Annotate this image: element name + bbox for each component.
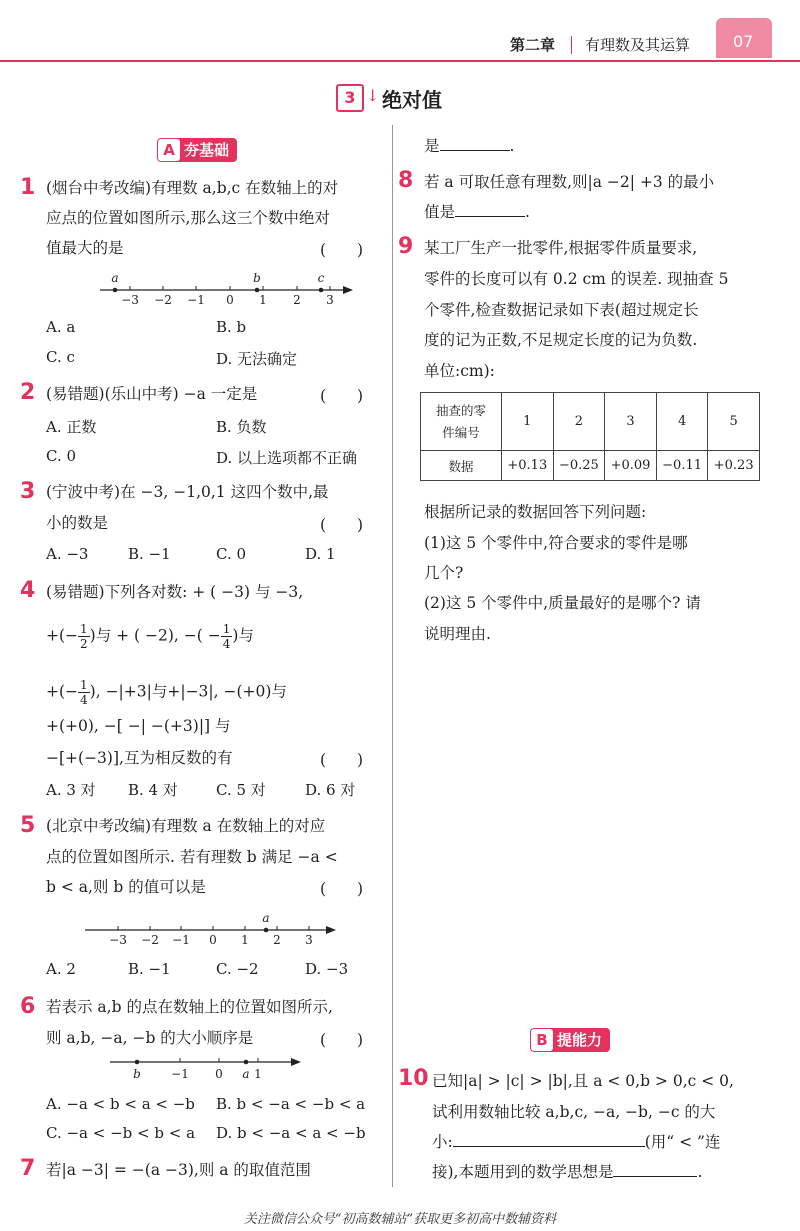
blank-suffix: . bbox=[525, 203, 530, 221]
option-a: A. −a < b < a < −b bbox=[46, 1095, 195, 1113]
question-number: 4 bbox=[20, 578, 36, 603]
expression-text: )与 + ( −2), −( − bbox=[89, 626, 221, 645]
page-number: 07 bbox=[733, 32, 754, 51]
option-d: D. −3 bbox=[305, 960, 349, 978]
question-number: 8 bbox=[398, 168, 414, 193]
point-marker bbox=[135, 1060, 140, 1065]
sub-question: (1)这 5 个零件中,符合要求的零件是哪 bbox=[424, 534, 688, 552]
question-number: 6 bbox=[20, 994, 36, 1019]
point-marker bbox=[244, 1060, 249, 1065]
section-arrow-icon: ↓ bbox=[366, 86, 380, 105]
answer-blank[interactable] bbox=[440, 136, 510, 151]
question-text: 若 a 可取任意有理数,则|a −2| +3 的最小 bbox=[424, 173, 715, 191]
part-b-badge bbox=[530, 1028, 610, 1052]
part-a-badge bbox=[157, 138, 237, 162]
tick-label: 3 bbox=[326, 293, 334, 307]
question-number: 5 bbox=[20, 813, 36, 838]
question-text: 某工厂生产一批零件,根据零件质量要求, bbox=[424, 239, 698, 257]
point-marker bbox=[264, 928, 269, 933]
table-cell: 3 bbox=[605, 393, 657, 451]
question-text: (烟台中考改编)有理数 a,b,c 在数轴上的对 bbox=[46, 179, 339, 197]
sub-question: 说明理由. bbox=[424, 625, 491, 643]
table-row bbox=[421, 451, 760, 481]
tick-label: −1 bbox=[171, 1067, 189, 1081]
header-bar bbox=[0, 30, 800, 62]
option-a: A. a bbox=[46, 318, 76, 336]
question-text: 则 a,b, −a, −b 的大小顺序是 bbox=[46, 1029, 254, 1047]
tick-label: 0 bbox=[215, 1067, 223, 1081]
fraction bbox=[221, 622, 233, 651]
tick-label: −2 bbox=[154, 293, 172, 307]
table-cell: 5 bbox=[708, 393, 760, 451]
part-a-title: 夯基础 bbox=[184, 141, 230, 159]
option-c: C. −a < −b < b < a bbox=[46, 1124, 196, 1142]
answer-blank[interactable] bbox=[613, 1162, 697, 1177]
point-marker bbox=[255, 288, 260, 293]
blank-prefix: 是 bbox=[424, 137, 440, 155]
option-c: C. 5 对 bbox=[216, 781, 266, 799]
option-b: B. b < −a < −b < a bbox=[216, 1095, 366, 1113]
option-b: B. b bbox=[216, 318, 247, 336]
question-number: 2 bbox=[20, 380, 36, 405]
part-b-letter: B bbox=[531, 1029, 553, 1051]
fraction-denominator: 4 bbox=[80, 693, 88, 707]
blank-prefix: 值是 bbox=[424, 203, 456, 221]
fraction-denominator: 4 bbox=[222, 637, 231, 651]
question-text: 若|a −3| = −(a −3),则 a 的取值范围 bbox=[46, 1161, 311, 1179]
column-divider bbox=[392, 125, 393, 1187]
option-b: B. −1 bbox=[128, 545, 171, 563]
question-text: b < a,则 b 的值可以是 bbox=[46, 878, 206, 896]
question-number: 1 bbox=[20, 175, 36, 200]
answer-blank[interactable] bbox=[453, 1132, 645, 1147]
part-b-title: 提能力 bbox=[557, 1031, 603, 1049]
question-text: (宁波中考)在 −3, −1,0,1 这四个数中,最 bbox=[46, 483, 329, 501]
part-a-letter: A bbox=[158, 139, 180, 161]
table-cell: −0.11 bbox=[656, 451, 708, 481]
question-text: 试利用数轴比较 a,b,c, −a, −b, −c 的大 bbox=[432, 1103, 716, 1121]
table-header-cell: 数据 bbox=[421, 451, 502, 481]
blank-prefix: 接),本题用到的数学思想是 bbox=[432, 1163, 614, 1181]
option-d: D. 以上选项都不正确 bbox=[216, 449, 358, 467]
question-text: 若表示 a,b 的点在数轴上的位置如图所示, bbox=[46, 998, 333, 1016]
tick-label: 3 bbox=[305, 933, 313, 947]
blank-suffix: . bbox=[509, 137, 515, 155]
question-number: 9 bbox=[398, 234, 414, 259]
tick-label: −1 bbox=[172, 933, 190, 947]
question-text-with-blank bbox=[432, 1132, 720, 1152]
question-number: 7 bbox=[20, 1156, 36, 1181]
fraction-numerator: 1 bbox=[222, 622, 231, 636]
option-a: A. 2 bbox=[46, 960, 76, 978]
question-text: 点的位置如图所示. 若有理数 b 满足 −a < bbox=[46, 848, 338, 866]
table-row bbox=[421, 393, 760, 451]
question-text-with-blank bbox=[424, 136, 514, 156]
expression-text: +(− bbox=[46, 626, 79, 645]
expression-text: )与 bbox=[232, 626, 254, 645]
option-b: B. 负数 bbox=[216, 418, 267, 436]
table-cell: +0.23 bbox=[708, 451, 760, 481]
table-cell: −0.25 bbox=[553, 451, 605, 481]
sub-question: (2)这 5 个零件中,质量最好的是哪个? 请 bbox=[424, 594, 701, 612]
question-text: 根据所记录的数据回答下列问题: bbox=[424, 503, 647, 521]
question-text: 个零件,检查数据记录如下表(超过规定长 bbox=[424, 301, 699, 319]
fraction-denominator: 2 bbox=[80, 637, 88, 651]
answer-parentheses: ( ) bbox=[320, 516, 364, 534]
table-cell: 2 bbox=[553, 393, 605, 451]
blank-suffix: (用“ < ”连 bbox=[644, 1133, 721, 1151]
footer-note: 关注微信公众号“初高数辅站”获取更多初高中数辅资料 bbox=[243, 1212, 557, 1227]
tick-label: 0 bbox=[226, 293, 234, 307]
option-c: C. 0 bbox=[46, 447, 77, 465]
option-d: D. 无法确定 bbox=[216, 350, 298, 368]
tick-label: 2 bbox=[293, 293, 301, 307]
expression-text: +(− bbox=[46, 682, 79, 701]
option-c: C. c bbox=[46, 348, 75, 366]
blank-suffix: . bbox=[697, 1163, 703, 1181]
tick-label: −3 bbox=[109, 933, 127, 947]
question-text: 零件的长度可以有 0.2 cm 的误差. 现抽查 5 bbox=[424, 270, 729, 288]
question-number: 3 bbox=[20, 479, 36, 504]
question-text: +(+0), −[ −| −(+3)|] 与 bbox=[46, 717, 231, 735]
point-marker bbox=[113, 288, 118, 293]
point-label: c bbox=[317, 271, 325, 285]
point-label: b bbox=[133, 1067, 141, 1081]
fraction-numerator: 1 bbox=[80, 678, 88, 692]
blank-prefix: 小: bbox=[432, 1133, 453, 1151]
question-text-with-fractions bbox=[46, 678, 287, 707]
table-cell: +0.09 bbox=[605, 451, 657, 481]
option-d: D. 6 对 bbox=[305, 781, 356, 799]
chapter-label: 第二章 bbox=[510, 36, 556, 54]
fraction-numerator: 1 bbox=[80, 622, 88, 636]
option-d: D. 1 bbox=[305, 545, 336, 563]
header-divider-line bbox=[0, 60, 800, 62]
question-text: 值最大的是 bbox=[46, 239, 124, 257]
tick-label: 1 bbox=[259, 293, 267, 307]
answer-blank[interactable] bbox=[455, 202, 525, 217]
answer-parentheses: ( ) bbox=[320, 880, 364, 898]
chapter-title: 有理数及其运算 bbox=[585, 36, 691, 54]
table-cell: 4 bbox=[656, 393, 708, 451]
question-text: 小的数是 bbox=[46, 514, 109, 532]
answer-parentheses: ( ) bbox=[320, 387, 364, 405]
question-number: 10 bbox=[398, 1066, 429, 1091]
point-marker bbox=[319, 288, 324, 293]
question-text: (易错题)下列各对数: + ( −3) 与 −3, bbox=[46, 583, 304, 601]
option-a: A. 3 对 bbox=[46, 781, 96, 799]
option-c: C. −2 bbox=[216, 960, 259, 978]
point-label: a bbox=[111, 271, 119, 285]
number-line-figure bbox=[105, 1052, 305, 1084]
tick-label: −1 bbox=[187, 293, 205, 307]
expression-text: ), −|+3|与+|−3|, −(+0)与 bbox=[89, 682, 287, 701]
question-text: (易错题)(乐山中考) −a 一定是 bbox=[46, 385, 258, 403]
option-c: C. 0 bbox=[216, 545, 247, 563]
question-text: 度的记为正数,不足规定长度的记为负数. bbox=[424, 331, 698, 349]
point-label: a bbox=[262, 911, 270, 925]
section-title: 绝对值 bbox=[382, 88, 442, 112]
answer-parentheses: ( ) bbox=[320, 1031, 364, 1049]
option-b: B. 4 对 bbox=[128, 781, 178, 799]
table-cell: +0.13 bbox=[502, 451, 554, 481]
question-text-with-fractions bbox=[46, 622, 254, 651]
header-line: 件编号 bbox=[442, 424, 480, 440]
table-header-cell bbox=[421, 393, 502, 451]
option-a: A. 正数 bbox=[46, 418, 97, 436]
header-separator bbox=[571, 36, 572, 54]
tick-label: −3 bbox=[121, 293, 139, 307]
option-b: B. −1 bbox=[128, 960, 171, 978]
data-table bbox=[420, 392, 760, 481]
table-cell: 1 bbox=[502, 393, 554, 451]
answer-parentheses: ( ) bbox=[320, 751, 364, 769]
tick-label: 2 bbox=[273, 933, 281, 947]
question-text: 已知|a| > |c| > |b|,且 a < 0,b > 0,c < 0, bbox=[432, 1072, 734, 1090]
option-a: A. −3 bbox=[46, 545, 89, 563]
tick-label: 1 bbox=[241, 933, 249, 947]
fraction bbox=[78, 678, 90, 707]
number-line-figure bbox=[95, 268, 360, 310]
section-number: 3 bbox=[336, 84, 364, 112]
answer-parentheses: ( ) bbox=[320, 241, 364, 259]
question-text: 单位:cm): bbox=[424, 362, 495, 380]
tick-label: 0 bbox=[209, 933, 217, 947]
option-d: D. b < −a < a < −b bbox=[216, 1124, 366, 1142]
fraction bbox=[78, 622, 90, 651]
number-line-figure bbox=[80, 908, 345, 950]
question-text: (北京中考改编)有理数 a 在数轴上的对应 bbox=[46, 817, 326, 835]
point-label: a bbox=[242, 1067, 250, 1081]
question-text: 应点的位置如图所示,那么这三个数中绝对 bbox=[46, 209, 330, 227]
question-text-with-blank bbox=[424, 202, 530, 222]
tick-label: −2 bbox=[141, 933, 159, 947]
question-text: −[+(−3)],互为相反数的有 bbox=[46, 749, 233, 767]
sub-question: 几个? bbox=[424, 564, 464, 582]
header-line: 抽查的零 bbox=[435, 402, 486, 418]
point-label: b bbox=[253, 271, 261, 285]
tick-label: 1 bbox=[254, 1067, 262, 1081]
question-text-with-blank bbox=[432, 1162, 702, 1182]
